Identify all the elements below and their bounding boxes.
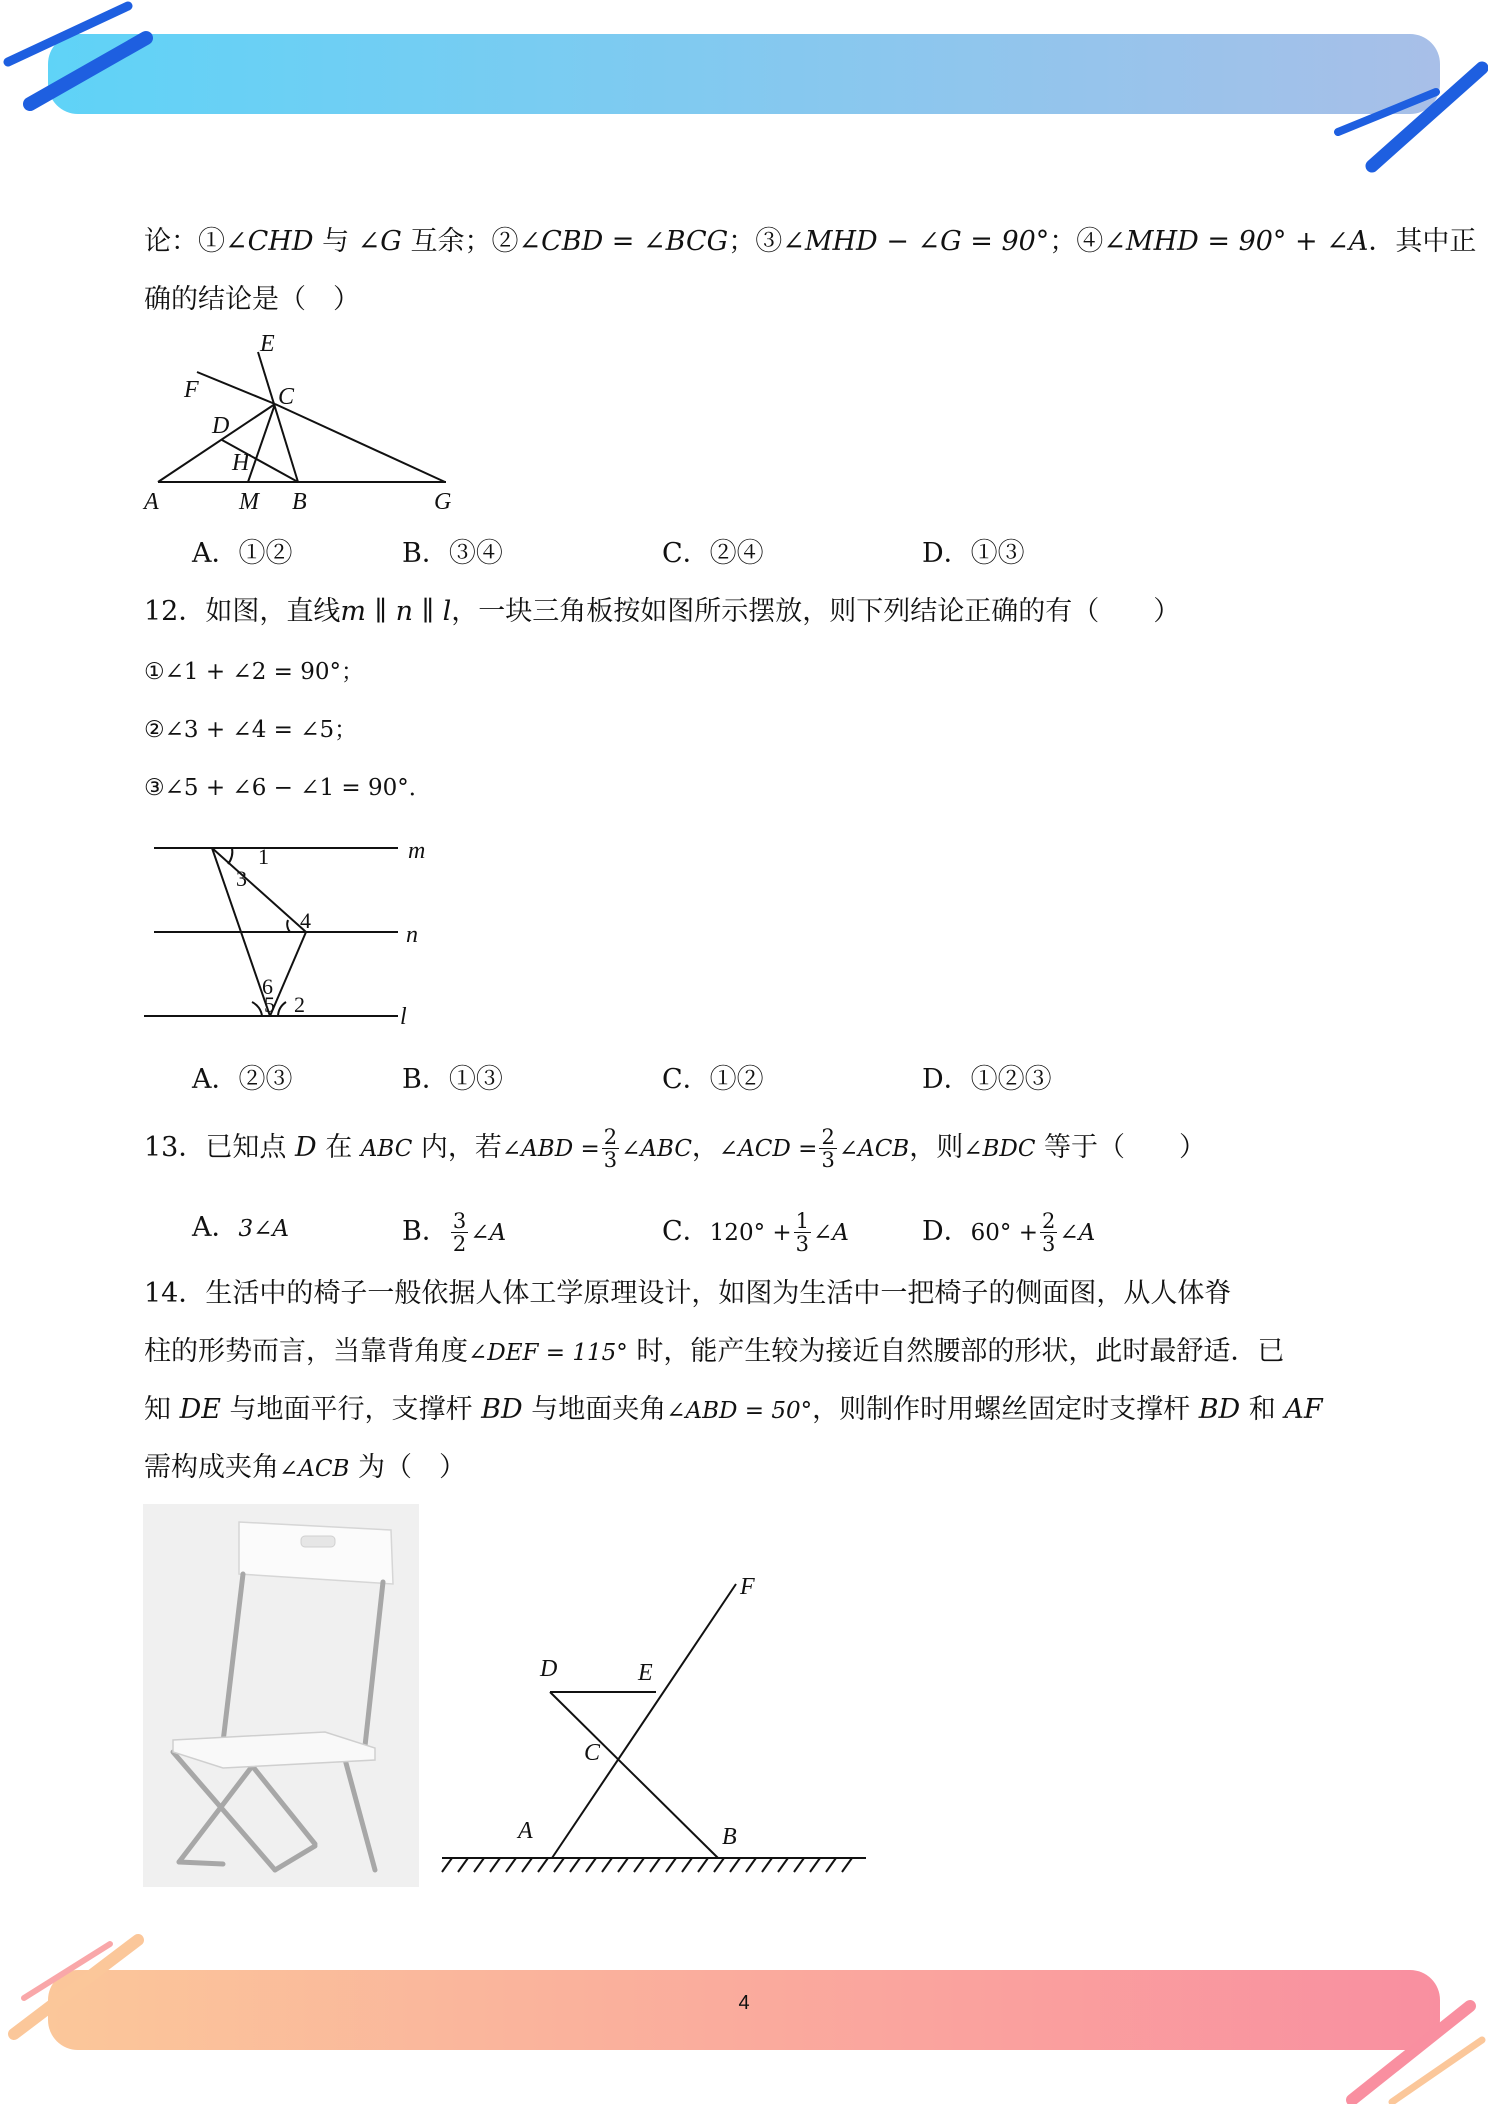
ground-hatching [442, 1858, 852, 1872]
hatch-mark [506, 1858, 516, 1872]
q11-statement-line2: 确的结论是（ ） [144, 284, 360, 315]
q14-stem-line3: 知 DE 与地面平行，支撑杆 BD 与地面夹角∠ABD = 50°，则制作时用螺丝固定时支撑杆 BD 和 AF [144, 1394, 1323, 1425]
hatch-mark [746, 1858, 756, 1872]
q12-stem: 12．如图，直线m ∥ n ∥ l，一块三角板按如图所示摆放，则下列结论正确的有（ ） [144, 596, 1181, 627]
q11-label-f: F [184, 377, 199, 403]
q12-figure [140, 830, 440, 1030]
q14-stem-line4: 需构成夹角∠ACB 为（ ） [144, 1452, 466, 1483]
header-banner [0, 0, 1488, 180]
q12-angle-2: 2 [294, 992, 305, 1017]
q12-claim-2: ②∠3 + ∠4 = ∠5； [144, 717, 358, 743]
q13-frac-1: $\frac{2}{3}$ [603, 1125, 618, 1172]
q13-option-d[interactable]: D．60° + $\frac{2}{3}$ ∠A [922, 1209, 1096, 1256]
q13-option-c[interactable]: C．120° + $\frac{1}{3}$ ∠A [662, 1209, 849, 1256]
hatch-mark [570, 1858, 580, 1872]
q11-label-c: C [278, 384, 295, 410]
q11-option-b[interactable]: B．③④ [402, 538, 503, 569]
hatch-mark [650, 1858, 660, 1872]
q14-stem-line2: 柱的形势而言，当靠背角度∠DEF = 115° 时，能产生较为接近自然腰部的形状，此时最舒适．已 [144, 1336, 1285, 1367]
hatch-mark [554, 1858, 564, 1872]
hatch-mark [522, 1858, 532, 1872]
q13-option-a[interactable]: A．3∠A [192, 1212, 290, 1243]
hatch-mark [634, 1858, 644, 1872]
q12-angle-3: 3 [236, 866, 247, 891]
q13-frac-2: $\frac{2}{3}$ [821, 1125, 835, 1172]
q12-option-b[interactable]: B．①③ [402, 1064, 503, 1095]
hatch-mark [826, 1858, 836, 1872]
q12-angle-6: 6 [262, 974, 273, 999]
q14-figure [438, 1568, 874, 1878]
q12-angle-1: 1 [258, 844, 269, 869]
q14-label-f: F [740, 1574, 755, 1600]
q14-label-b: B [722, 1824, 737, 1850]
q12-claim-1: ①∠1 + ∠2 = 90°； [144, 659, 364, 685]
hatch-mark [602, 1858, 612, 1872]
hatch-mark [618, 1858, 628, 1872]
q12-line-m: m [408, 838, 426, 864]
hatch-mark [714, 1858, 724, 1872]
hatch-mark [666, 1858, 676, 1872]
hatch-mark [538, 1858, 548, 1872]
hatch-mark [586, 1858, 596, 1872]
hatch-mark [762, 1858, 772, 1872]
hatch-mark [458, 1858, 468, 1872]
q11-label-d: D [212, 413, 230, 439]
hatch-mark [490, 1858, 500, 1872]
q13-stem: 13．已知点 D 在 ABC 内，若∠ABD = $\frac{2}{3}$ ∠ABC，∠ACD = $\frac{2}{3}$ ∠ACB，则∠BDC 等于（ ） [144, 1125, 1207, 1172]
q13-option-b[interactable]: B． $\frac{3}{2}$ ∠A [402, 1209, 507, 1256]
q11-option-d[interactable]: D．①③ [922, 538, 1025, 569]
q11-label-a: A [144, 489, 159, 515]
hatch-mark [442, 1858, 452, 1872]
q11-option-c[interactable]: C．②④ [662, 538, 764, 569]
q11-option-a[interactable]: A．①② [192, 538, 293, 569]
hatch-mark [842, 1858, 852, 1872]
q14-label-e: E [638, 1660, 653, 1686]
hatch-mark [778, 1858, 788, 1872]
hatch-mark [474, 1858, 484, 1872]
q12-line-l: l [400, 1004, 407, 1030]
q14-label-c: C [584, 1740, 601, 1766]
hatch-mark [730, 1858, 740, 1872]
chair-photo [143, 1504, 419, 1887]
hatch-mark [682, 1858, 692, 1872]
q11-label-b: B [292, 489, 307, 515]
hatch-mark [794, 1858, 804, 1872]
q14-label-a: A [518, 1818, 533, 1844]
q11-figure [140, 334, 470, 516]
q14-label-d: D [540, 1656, 558, 1682]
q11-label-g: G [434, 489, 452, 515]
hatch-mark [698, 1858, 708, 1872]
q12-angle-4: 4 [300, 908, 311, 933]
q12-line-n: n [406, 922, 418, 948]
page-number: 4 [738, 1992, 750, 2014]
q12-claim-3: ③∠5 + ∠6 − ∠1 = 90°． [144, 775, 432, 801]
q11-label-h: H [232, 450, 250, 476]
q11-statement-line1: 论：①∠CHD 与 ∠G 互余；②∠CBD = ∠BCG；③∠MHD − ∠G = 90°；④∠MHD = 90° + ∠A．其中正 [144, 226, 1477, 257]
q12-option-a[interactable]: A．②③ [192, 1064, 293, 1095]
q12-option-c[interactable]: C．①② [662, 1064, 764, 1095]
q11-label-m: M [239, 489, 259, 515]
q14-stem-line1: 14．生活中的椅子一般依据人体工学原理设计，如图为生活中一把椅子的侧面图，从人体脊 [144, 1278, 1232, 1309]
hatch-mark [810, 1858, 820, 1872]
q12-option-d[interactable]: D．①②③ [922, 1064, 1052, 1095]
q12-angle-5: 5 [264, 992, 275, 1017]
q11-label-e: E [260, 334, 275, 357]
